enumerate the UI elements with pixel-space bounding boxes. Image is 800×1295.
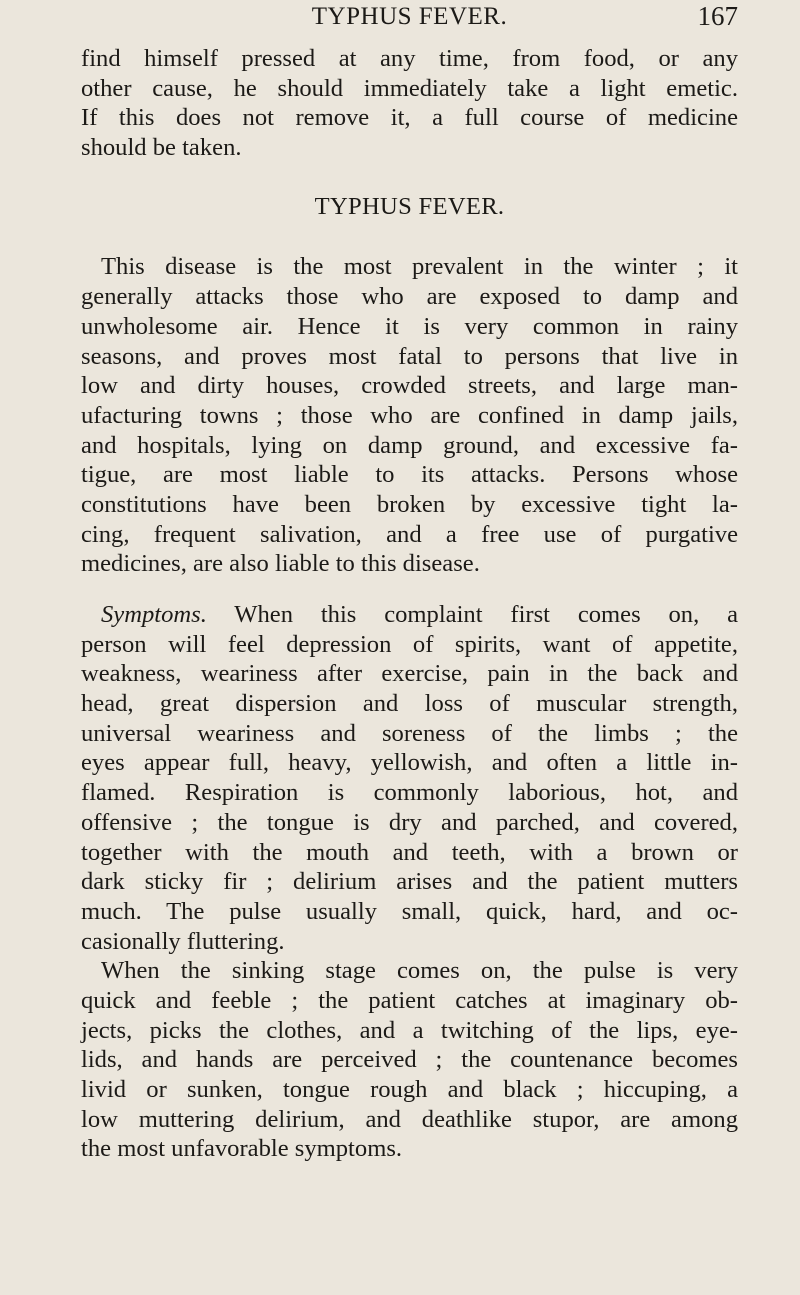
text-line: find himself pressed at any time, from food, or any <box>81 45 738 72</box>
text-line: quick and feeble ; the patient catches at imaginary ob- <box>81 986 738 1014</box>
intro-paragraph <box>81 252 738 579</box>
text-line: together with the mouth and teeth, with a brown or <box>81 838 738 866</box>
text-line: medicines, are also liable to this disease. <box>81 550 480 578</box>
text-line: constitutions have been broken by excessive tight la- <box>81 490 738 518</box>
text-line <box>81 600 738 630</box>
text-line: weakness, weariness after exercise, pain in the back and <box>81 660 738 688</box>
text-fragment: When this complaint first comes on, a <box>206 601 738 629</box>
text-line: low muttering delirium, and deathlike stupor, are among <box>81 1105 738 1133</box>
text-line: When the sinking stage comes on, the pulse is very <box>101 957 738 985</box>
text-line: should be taken. <box>81 134 242 162</box>
running-title: TYPHUS FEVER. <box>311 3 508 30</box>
page-number: 167 <box>697 1 738 31</box>
text-line: unwholesome air. Hence it is very common in rainy <box>81 312 738 340</box>
text-line: livid or sunken, tongue rough and black ; hiccuping, a <box>81 1076 738 1104</box>
text-line: tigue, are most liable to its attacks. Persons whose <box>81 461 738 489</box>
text-line: If this does not remove it, a full course of medicine <box>81 104 738 132</box>
paragraph-gap <box>81 579 738 600</box>
text-line: dark sticky fir ; delirium arises and the patient mutters <box>81 868 738 896</box>
text-line: and hospitals, lying on damp ground, and excessive fa- <box>81 431 738 459</box>
text-line: flamed. Respiration is commonly laborious, hot, and <box>81 779 738 807</box>
text-line: This disease is the most prevalent in the winter ; it <box>101 253 738 281</box>
text-line: much. The pulse usually small, quick, hard, and oc- <box>81 897 738 925</box>
text-line: seasons, and proves most fatal to persons that live in <box>81 342 738 370</box>
text-line: generally attacks those who are exposed to damp and <box>81 283 738 311</box>
text-line: cing, frequent salivation, and a free use of purgative <box>81 520 738 548</box>
text-line: universal weariness and soreness of the limbs ; the <box>81 719 738 747</box>
text-line: eyes appear full, heavy, yellowish, and often a little in- <box>81 749 738 777</box>
text-line: lids, and hands are perceived ; the countenance becomes <box>81 1046 738 1074</box>
text-line: head, great dispersion and loss of muscular strength, <box>81 690 738 718</box>
sinking-stage-paragraph <box>81 956 738 1164</box>
text-line: casionally fluttering. <box>81 927 285 955</box>
text-line: person will feel depression of spirits, want of appetite, <box>81 630 738 658</box>
text-line: ufacturing towns ; those who are confined in damp jails, <box>81 401 738 429</box>
continued-paragraph <box>81 44 738 163</box>
symptoms-lead-in: Symptoms. <box>101 601 207 629</box>
symptoms-paragraph <box>81 600 738 956</box>
running-head <box>81 0 738 40</box>
text-line: low and dirty houses, crowded streets, and large man- <box>81 372 738 400</box>
text-line: the most unfavorable symptoms. <box>81 1135 403 1163</box>
section-heading: TYPHUS FEVER. <box>314 192 505 220</box>
text-line: offensive ; the tongue is dry and parched, and covered, <box>81 808 738 836</box>
text-line: jects, picks the clothes, and a twitching of the lips, eye- <box>81 1016 738 1044</box>
text-line: other cause, he should immediately take a light emetic. <box>81 74 738 102</box>
